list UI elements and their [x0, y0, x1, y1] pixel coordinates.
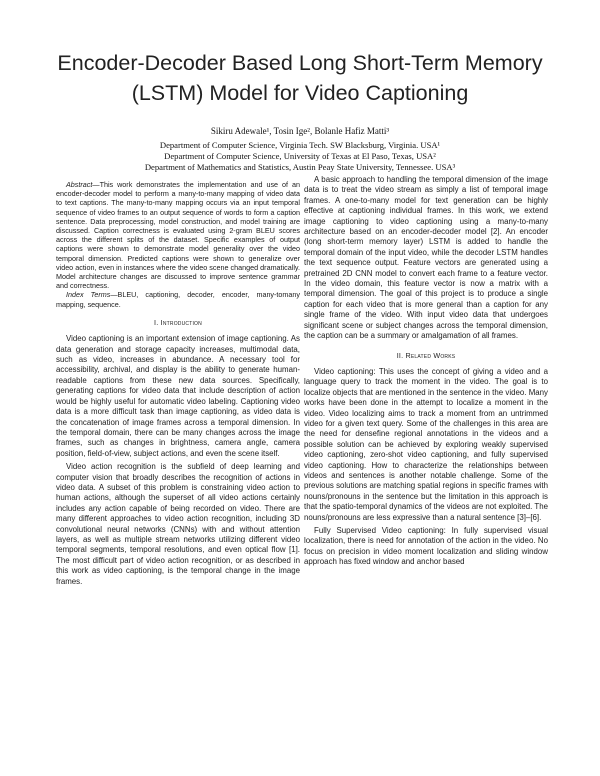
index-terms-text: —BLEU, captioning, decoder, encoder, many-tomany mapping, sequence. [56, 290, 300, 309]
intro-paragraph-2: Video action recognition is the subfield of deep learning and computer vision that broadly describes the recognition of actions in video data. A subset of this problem is constraining video action to human actions, although the superset of all video actions certainly includes any action capable of being recorded on video. There are many different approaches to video action recognition, including 3D convolutional neural networks (CNNs) with and without attention layers, as well as multiple stream networks utilizing different video temporal segments, temporal resolutions, and even optical flow [1]. The most difficult part of video action recognition, or as described in this work as video captioning, is the temporal change in the image frames. [56, 462, 300, 586]
affiliation-2: Department of Computer Science, University of Texas at El Paso, Texas, USA² [164, 151, 436, 161]
affiliation-3: Department of Mathematics and Statistics, Austin Peay State University, Tennessee. USA³ [144, 162, 456, 172]
affiliation-1: Department of Computer Science, Virginia Tech. SW Blacksburg, Virginia. USA¹ [159, 140, 441, 150]
paper-title [40, 48, 560, 108]
intro-paragraph-1: Video captioning is an important extension of image captioning. As data generation and storage capacity increases, multimodal data, such as video, increases in abundance. A necessary tool for accessibility, archival, and display is the ability to generate human-readable captions from these new data sources. Specifically, generating captions for video data that include description of action would be highly useful for automatic video labeling. Captioning video data is a more difficult task than image captioning, as video data is the concatenation of image frames across a temporal dimension. In the temporal domain, there can be many changes across the image frames, such as changes in brightness, camera angle, camera position, field-of-view, subject actions, and even the scene itself. [56, 334, 300, 458]
left-column [56, 180, 300, 587]
intro-paragraph-3: A basic approach to handling the temporal dimension of the image data is to treat the video stream as simply a list of temporal image frames. A one-to-many model for text generation can be highly effective at captioning individual frames. In this work, we extend image captioning to video captioning using a many-to-many architecture based on an encoder-decoder model [2]. An encoder (long short-term memory layer) LSTM is added to handle the temporal domain of the input video, while the decoder LSTM handles the text sequence output. Feature vectors are generated using a pretrained 2D CNN model to convert each frame to a feature vector. In the video domain, this feature vector is now a matrix with a temporal dimension. The goal of this project is to produce a single caption for each video that is more general than a caption for any single frame of the video. With input video data that undergoes significant scene or subject changes across the temporal dimension, the caption can be a summary or amalgamation of all frames. [304, 175, 548, 341]
abstract-text: —This work demonstrates the implementation and use of an encoder-decoder model to perform a many-to-many mapping of video data to text captions. The many-to-many mapping occurs via an input temporal sequence of video frames to an output sequence of words to form a caption sentence. Data preprocessing, model construction, and model training are discussed. Caption correctness is evaluated using 2-gram BLEU scores across the different splits of the dataset. Specific examples of output captions were shown to demonstrate model generality over the video temporal dimension. Predicted captions were shown to generalize over video action, even in instances where the video scene changed dramatically. Model architecture changes are discussed to improve sentence grammar and correctness. [56, 180, 300, 291]
title-line-1: Encoder-Decoder Based Long Short-Term Memory [57, 51, 543, 75]
right-column [304, 175, 548, 568]
section-heading-related-works: II. Related Works [396, 350, 456, 360]
author-block [60, 126, 540, 173]
related-paragraph-2: Fully Supervised Video captioning: In fully supervised visual localization, there is need for annotation of the action in the video. No focus on precision in video moment localization and sliding window approach has fixed window and anchor based [304, 526, 548, 567]
section-heading-introduction: I. Introduction [154, 317, 202, 327]
abstract [56, 180, 300, 309]
index-terms-label: Index Terms [66, 290, 111, 300]
related-paragraph-1: Video captioning: This uses the concept of giving a video and a language query to track the moment in the video. The goal is to localize objects that are mentioned in the sentence in the video. Many works have been done in the attempt to localize a moment in the video. Video localizing aims to track a moment from an untrimmed video for a given text query. Some of the challenges in this area are the need for densefine regional annotations in the videos and a possible solution can be achieved by exploring weakly supervised video captioning, zero-shot video captioning, and fully supervised video captioning. How to characterize the relationships between videos and sentences is another notable challenge. Some of the previous solutions are matching spatial regions in specific frames with nouns/pronouns in the sentence but the limitation in this approach is that the spatio-temporal dynamics of the videos are not exploited. The nouns/pronouns are less expressive than a natural sentence [3]–[6]. [304, 366, 548, 522]
title-line-2: (LSTM) Model for Video Captioning [131, 81, 469, 105]
abstract-label: Abstract [66, 180, 93, 189]
author-names: Sikiru Adewale¹, Tosin Ige², Bolanle Hafiz Matti³ [210, 126, 390, 136]
